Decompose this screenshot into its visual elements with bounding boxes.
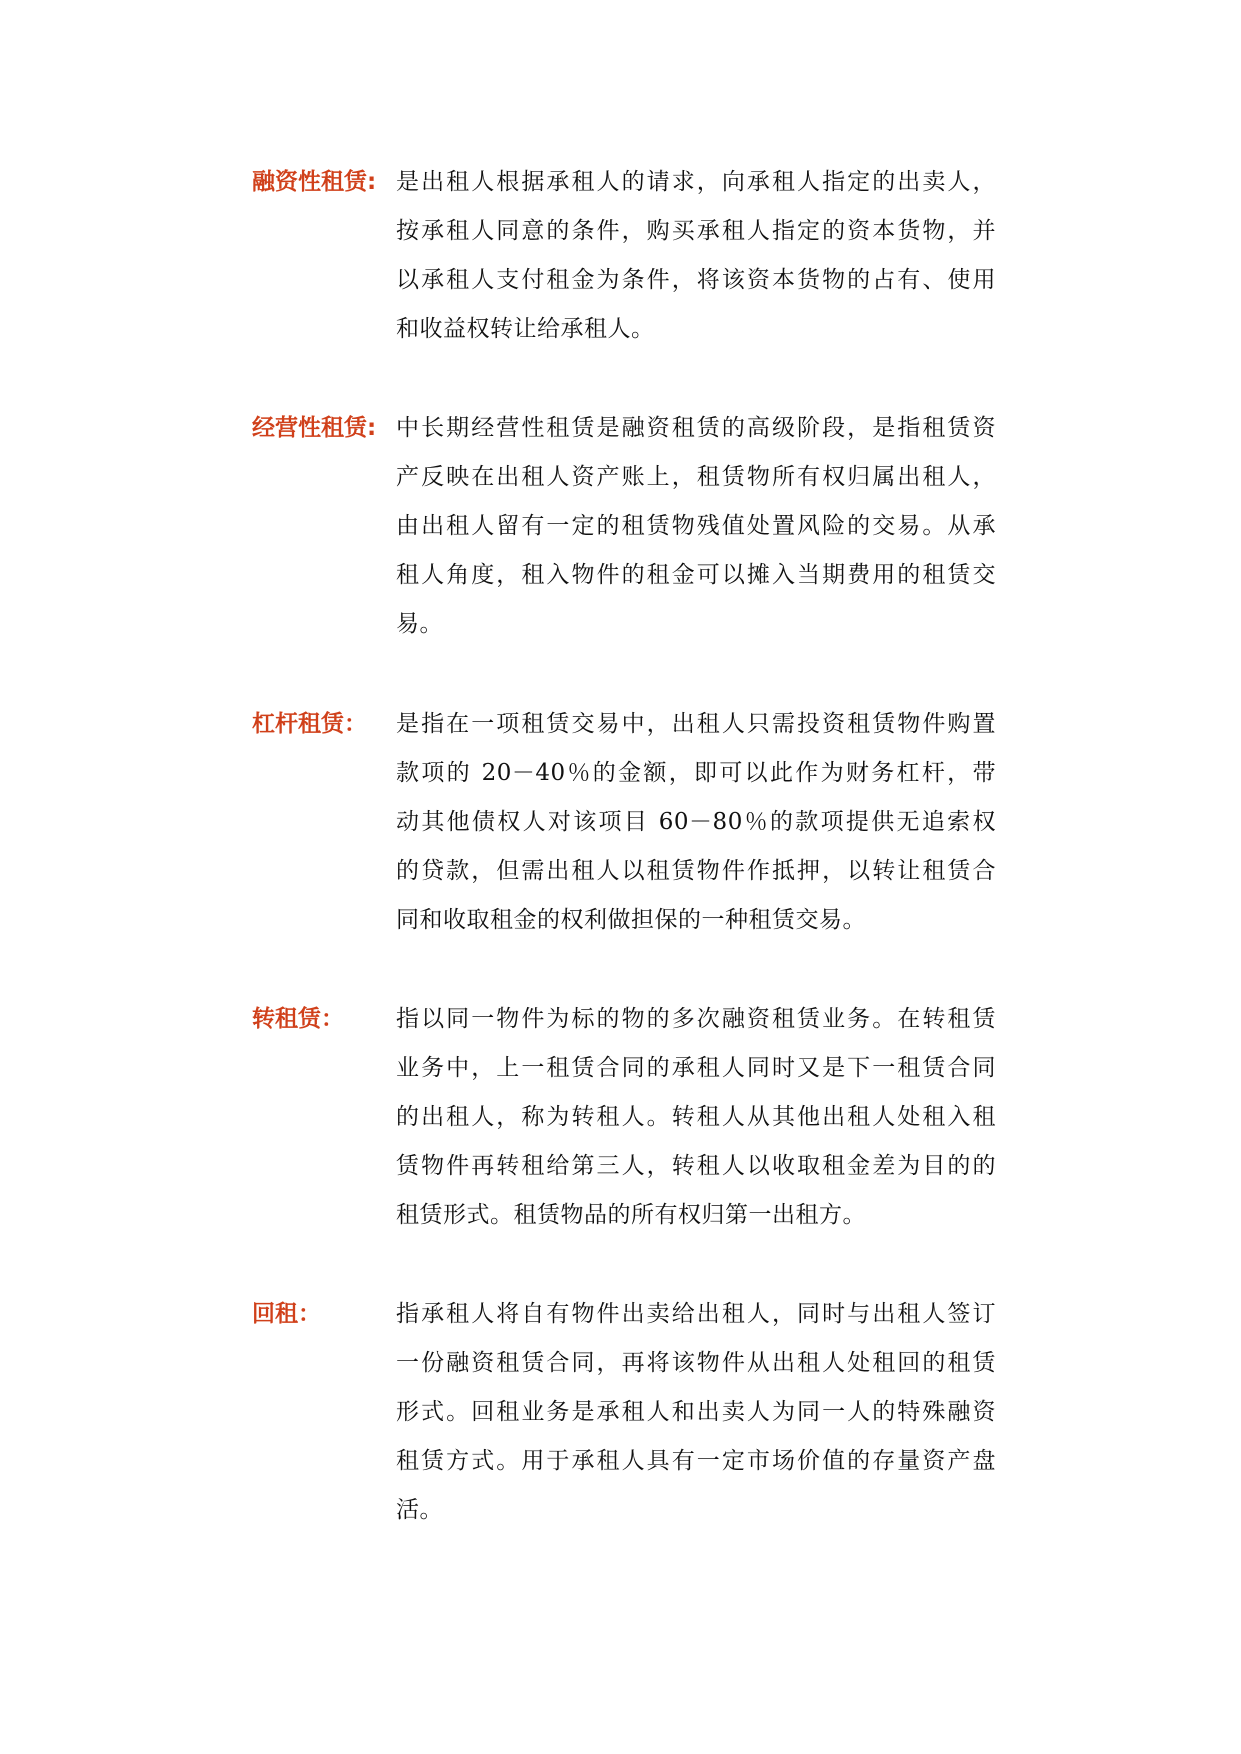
definition-line: 指承租人将自有物件出卖给出租人，同时与出租人签订 <box>396 1301 996 1327</box>
definition-text <box>396 1290 996 1535</box>
definition-line: 的出租人，称为转租人。转租人从其他出租人处租入租 <box>396 1104 996 1130</box>
definition-text <box>396 158 996 354</box>
definition-line: 业务中，上一租赁合同的承租人同时又是下一租赁合同 <box>396 1055 996 1081</box>
definition-line: 租赁形式。租赁物品的所有权归第一出租方。 <box>396 1202 866 1228</box>
definition-line: 指以同一物件为标的物的多次融资租赁业务。在转租赁 <box>396 1006 996 1032</box>
term-label: 融资性租赁: <box>252 169 377 195</box>
definition-line: 由出租人留有一定的租赁物残值处置风险的交易。从承 <box>396 513 996 539</box>
definition-line: 产反映在出租人资产账上，租赁物所有权归属出租人， <box>396 464 996 490</box>
definition-line: 按承租人同意的条件，购买承租人指定的资本货物，并 <box>396 218 996 244</box>
definition-line: 动其他债权人对该项目 60－80％的款项提供无追索权 <box>396 809 996 835</box>
definition-text <box>396 404 996 649</box>
definition-line: 的贷款，但需出租人以租赁物件作抵押，以转让租赁合 <box>396 858 996 884</box>
definition-text <box>396 995 996 1240</box>
term-label: 转租赁： <box>252 1006 344 1032</box>
definition-line: 易。 <box>396 611 443 637</box>
definition-line: 一份融资租赁合同，再将该物件从出租人处租回的租赁 <box>396 1350 996 1376</box>
definition-line: 活。 <box>396 1497 443 1523</box>
term-label: 经营性租赁: <box>252 415 377 441</box>
definition-text <box>396 700 996 945</box>
definition-line: 是指在一项租赁交易中，出租人只需投资租赁物件购置 <box>396 711 996 737</box>
definition-line: 同和收取租金的权利做担保的一种租赁交易。 <box>396 907 866 933</box>
definition-line: 赁物件再转租给第三人，转租人以收取租金差为目的的 <box>396 1153 996 1179</box>
definition-line: 是出租人根据承租人的请求，向承租人指定的出卖人， <box>396 169 996 195</box>
definition-line: 租人角度，租入物件的租金可以摊入当期费用的租赁交 <box>396 562 996 588</box>
term-label: 杠杆租赁： <box>252 711 367 737</box>
definition-line: 和收益权转让给承租人。 <box>396 316 655 342</box>
definition-line: 以承租人支付租金为条件，将该资本货物的占有、使用 <box>396 267 996 293</box>
term-label: 回租： <box>252 1301 321 1327</box>
definition-line: 形式。回租业务是承租人和出卖人为同一人的特殊融资 <box>396 1399 996 1425</box>
definition-line: 款项的 20－40％的金额，即可以此作为财务杠杆，带 <box>396 760 996 786</box>
definition-line: 中长期经营性租赁是融资租赁的高级阶段，是指租赁资 <box>396 415 996 441</box>
definition-line: 租赁方式。用于承租人具有一定市场价值的存量资产盘 <box>396 1448 996 1474</box>
